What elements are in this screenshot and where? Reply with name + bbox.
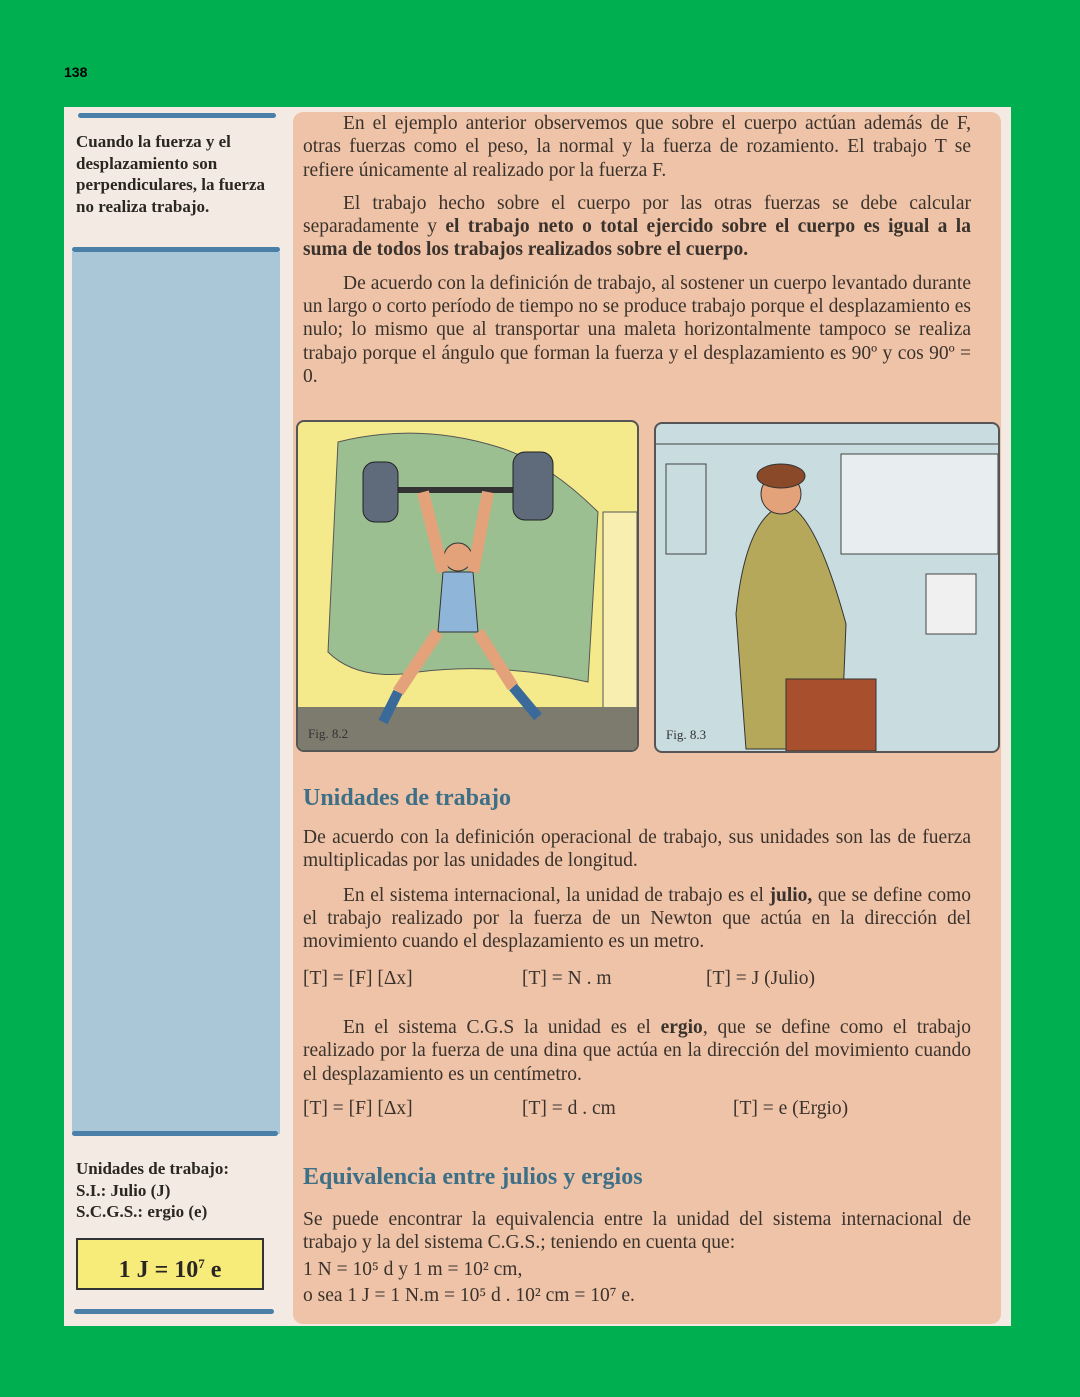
paragraph-3: De acuerdo con la definición de trabajo, al sostener un cuerpo levantado durante un largo o corto período de tiempo no se produce trabajo porque el desplazamiento es nulo; lo mismo que al transportar una maleta horizontalmente tampoco se realiza trabajo porque el ángulo que forman la fuerza y el desplazamiento es 90º y cos 90º = 0. [303, 272, 971, 387]
paragraph-2 [303, 192, 971, 262]
man-suitcase-illustration [656, 424, 998, 751]
paragraph-1: En el ejemplo anterior observemos que sobre el cuerpo actúan además de F, otras fuerzas como el peso, la normal y la fuerza de rozamiento. El trabajo T se refiere únicamente al realizado por la fuerza F. [303, 113, 971, 181]
figure-label: Fig. 8.3 [666, 727, 707, 742]
paragraph-6 [303, 1016, 971, 1086]
heading-equivalence: Equivalencia entre julios y ergios [303, 1164, 643, 1190]
equation-cgs-2: [T] = d . cm [522, 1098, 616, 1119]
equivalence-line-1: 1 N = 10⁵ d y 1 m = 10² cm, [303, 1258, 523, 1280]
box-exponent: 7 [198, 1256, 205, 1271]
heading-units: Unidades de trabajo [303, 785, 512, 811]
side-note-perpendicular: Cuando la fuerza y el desplazamiento son perpendiculares, la fuerza no realiza trabajo. [76, 132, 266, 216]
units-title: Unidades de trabajo: [76, 1159, 230, 1178]
divider [74, 1309, 274, 1314]
equation-si-1: [T] = [F] [Δx] [303, 968, 413, 989]
equation-si-3: [T] = J (Julio) [706, 968, 816, 989]
p2-text: El trabajo hecho sobre el cuerpo por las otras fuerzas se debe calcular separadamente y [303, 192, 971, 238]
p6-text-2: , que se define como el trabajo realizado por la fuerza de una dina que actúa en la dirección del movimiento cuando el desplazamiento es un centímetro. [303, 1017, 971, 1085]
intro-text [303, 112, 971, 388]
units-cgs: S.C.G.S.: ergio (e) [76, 1202, 208, 1221]
equivalence-box [76, 1238, 264, 1290]
figure-label: Fig. 8.2 [308, 726, 349, 741]
divider [72, 1131, 278, 1136]
divider [78, 113, 276, 118]
p2-bold: el trabajo neto o total ejercido sobre el cuerpo es igual a la suma de todos los trabajos realizados sobre el cuerpo. [303, 216, 971, 261]
equation-cgs-1: [T] = [F] [Δx] [303, 1098, 413, 1119]
p5-text: En el sistema internacional, la unidad de trabajo es el [343, 884, 770, 906]
paragraph-4: De acuerdo con la definición operacional de trabajo, sus unidades son las de fuerza multiplicadas por las unidades de longitud. [303, 827, 971, 872]
side-note-units [76, 1158, 276, 1223]
box-base: 1 J = 10 [118, 1257, 199, 1283]
p5-text-2: que se define como el trabajo realizado por la fuerza de un Newton que actúa en la dirección del movimiento cuando el desplazamiento es un metro. [303, 884, 971, 953]
equivalence-text [303, 1208, 971, 1307]
units-si: S.I.: Julio (J) [76, 1180, 171, 1200]
equivalence-line-2: o sea 1 J = 1 N.m = 10⁵ d . 10² cm = 10⁷ e. [303, 1284, 635, 1306]
equation-cgs-3: [T] = e (Ergio) [733, 1098, 849, 1119]
paragraph-5 [303, 884, 971, 954]
box-unit: e [204, 1257, 222, 1283]
weightlifter-illustration [298, 422, 637, 750]
p6-bold: ergio [660, 1017, 703, 1038]
p5-bold: julio, [769, 884, 813, 906]
equation-si-2: [T] = N . m [522, 968, 612, 989]
page-number: 138 [64, 64, 88, 80]
paragraph-7: Se puede encontrar la equivalencia entre la unidad del sistema internacional de trabajo y la del sistema C.G.S.; teniendo en cuenta que: [303, 1209, 971, 1254]
side-panel [72, 252, 280, 1134]
figure-man-with-suitcase [654, 422, 1000, 753]
cgs-text [303, 1016, 971, 1086]
p6-text: En el sistema C.G.S la unidad es el [343, 1017, 661, 1038]
units-text [303, 826, 971, 953]
figure-weightlifter [296, 420, 639, 752]
